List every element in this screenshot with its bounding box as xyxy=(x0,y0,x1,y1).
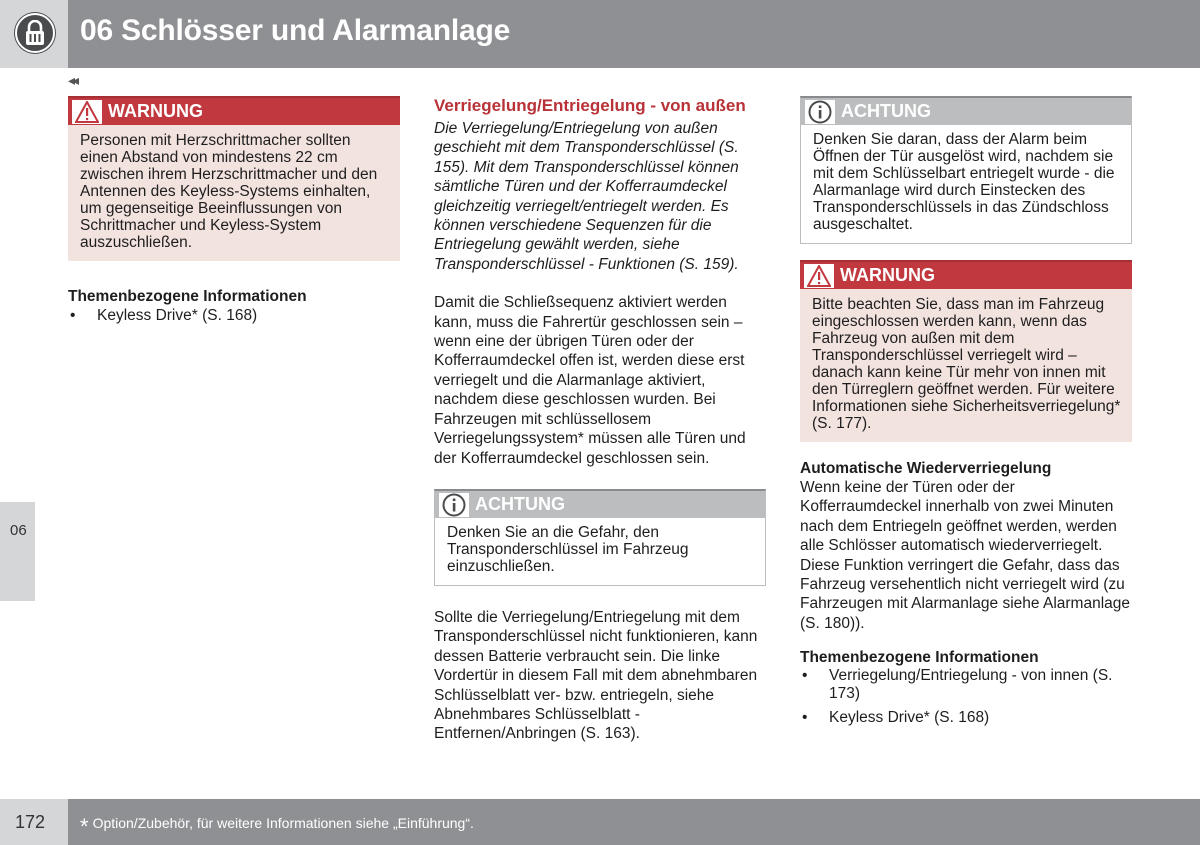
related-heading: Themenbezogene Informationen xyxy=(800,649,1039,667)
paragraph-battery: Sollte die Verriegelung/Entriegelung mit dem Transponderschlüssel nicht funktionieren, kann dessen Batterie verbraucht sein. Die linke Vordertür in diesem Fall mit dem abnehmbaren Schlüsselblatt ver- bzw. entriegeln, siehe Abnehmbares Schlüsselblatt - Entfernen/Anbringen (S. 163). xyxy=(434,608,758,743)
column-middle xyxy=(434,96,766,744)
column-right xyxy=(800,96,1132,727)
caution-title: ACHTUNG xyxy=(841,101,931,121)
caution-box xyxy=(800,96,1132,244)
lock-icon xyxy=(15,13,55,53)
warning-box xyxy=(68,96,400,261)
warning-title: WARNUNG xyxy=(840,265,935,285)
section-heading: Verriegelung/Entriegelung - von außen xyxy=(434,96,746,115)
caution-header xyxy=(435,491,765,518)
warning-title: WARNUNG xyxy=(108,101,203,121)
chapter-title: 06 Schlösser und Alarmanlage xyxy=(80,14,511,47)
warning-triangle-icon xyxy=(804,264,834,288)
related-link[interactable]: • Verriegelung/Entriegelung - von innen (S. 173) xyxy=(800,667,1132,703)
warning-triangle-icon xyxy=(72,100,102,124)
chapter-icon-box xyxy=(0,0,68,68)
warning-header xyxy=(68,98,400,125)
related-heading: Themenbezogene Informationen xyxy=(68,288,307,305)
caution-box xyxy=(434,489,766,586)
footnote-text: Option/Zubehör, für weitere Informationen siehe „Einführung“. xyxy=(92,815,474,831)
info-icon xyxy=(439,493,469,517)
section-intro: Die Verriegelung/Entriegelung von außen geschieht mit dem Transponderschlüssel (S. 155). Mit dem Transponderschlüssel können sämtliche Türen und der Kofferraumdeckel gleichzeitig verriegelt/entriegelt werden. Es können verschiedene Sequenzen für die Entriegelung gewählt werden, siehe Transponderschlüssel - Funktionen (S. 159). xyxy=(434,120,739,273)
footer-note xyxy=(80,814,474,840)
caution-text: Denken Sie an die Gefahr, den Transponderschlüssel im Fahrzeug einzuschließen. xyxy=(447,523,689,575)
auto-relock-heading: Automatische Wiederverriegelung xyxy=(800,460,1052,477)
warning-text: Personen mit Herzschrittmacher sollten einen Abstand von mindestens 22 cm zwischen ihrem Herzschrittmacher und den Antennen des Keyless-Systems einhalten, um gegenseitige Beeinflussungen von Schrittmacher und Keyless-System auszuschließen. xyxy=(80,132,378,251)
caution-text: Denken Sie daran, dass der Alarm beim Öffnen der Tür ausgelöst wird, nachdem sie mit dem Schlüsselbart entriegelt wurde - die Alarmanlage wird durch Einstecken des Transponderschlüssels in das Zündschloss ausgeschaltet. xyxy=(813,131,1115,233)
caution-header xyxy=(801,98,1131,125)
chapter-side-tab-label: 06 xyxy=(10,522,27,539)
back-nav-icon[interactable]: ◂◂ xyxy=(68,72,77,88)
page-number: 172 xyxy=(15,812,46,832)
related-list xyxy=(68,307,400,325)
info-icon xyxy=(805,100,835,124)
related-link[interactable]: • Keyless Drive* (S. 168) xyxy=(800,709,1132,727)
footnote-star: * xyxy=(80,814,89,839)
chapter-side-tab[interactable] xyxy=(0,502,35,601)
warning-text: Bitte beachten Sie, dass man im Fahrzeug eingeschlossen werden kann, wenn das Fahrzeug von außen mit dem Transponderschlüssel verriegelt wird – danach kann keine Tür mehr von innen mit den Türreglern geöffnet werden. Für weitere Informationen siehe Sicherheitsverriegelung* (S. 177). xyxy=(812,296,1121,432)
related-list xyxy=(800,667,1132,727)
caution-title: ACHTUNG xyxy=(475,493,565,514)
warning-header xyxy=(800,262,1132,289)
paragraph-lock-sequence: Damit die Schließsequenz aktiviert werden kann, muss die Fahrertür geschlossen sein – wenn eine der übrigen Türen oder der Kofferraumdeckel offen ist, werden diese erst verriegelt und die Alarmanlage aktiviert, nachdem diese geschlossen wurden. Bei Fahrzeugen mit schlüssellosem Verriegelungssystem* müssen alle Türen und der Kofferraumdeckel geschlossen sein. xyxy=(434,294,746,467)
warning-box xyxy=(800,260,1132,442)
column-left xyxy=(68,96,400,325)
related-link[interactable]: • Keyless Drive* (S. 168) xyxy=(68,307,400,325)
auto-relock-text: Wenn keine der Türen oder der Kofferraumdeckel innerhalb von zwei Minuten nach dem Entriegeln geöffnet werden, werden alle Schlösser automatisch wiederverriegelt. Diese Funktion verringert die Gefahr, dass das Fahrzeug versehentlich nicht verriegelt wird (zu Fahrzeugen mit Alarmanlage siehe Alarmanlage (S. 180)). xyxy=(800,479,1130,632)
